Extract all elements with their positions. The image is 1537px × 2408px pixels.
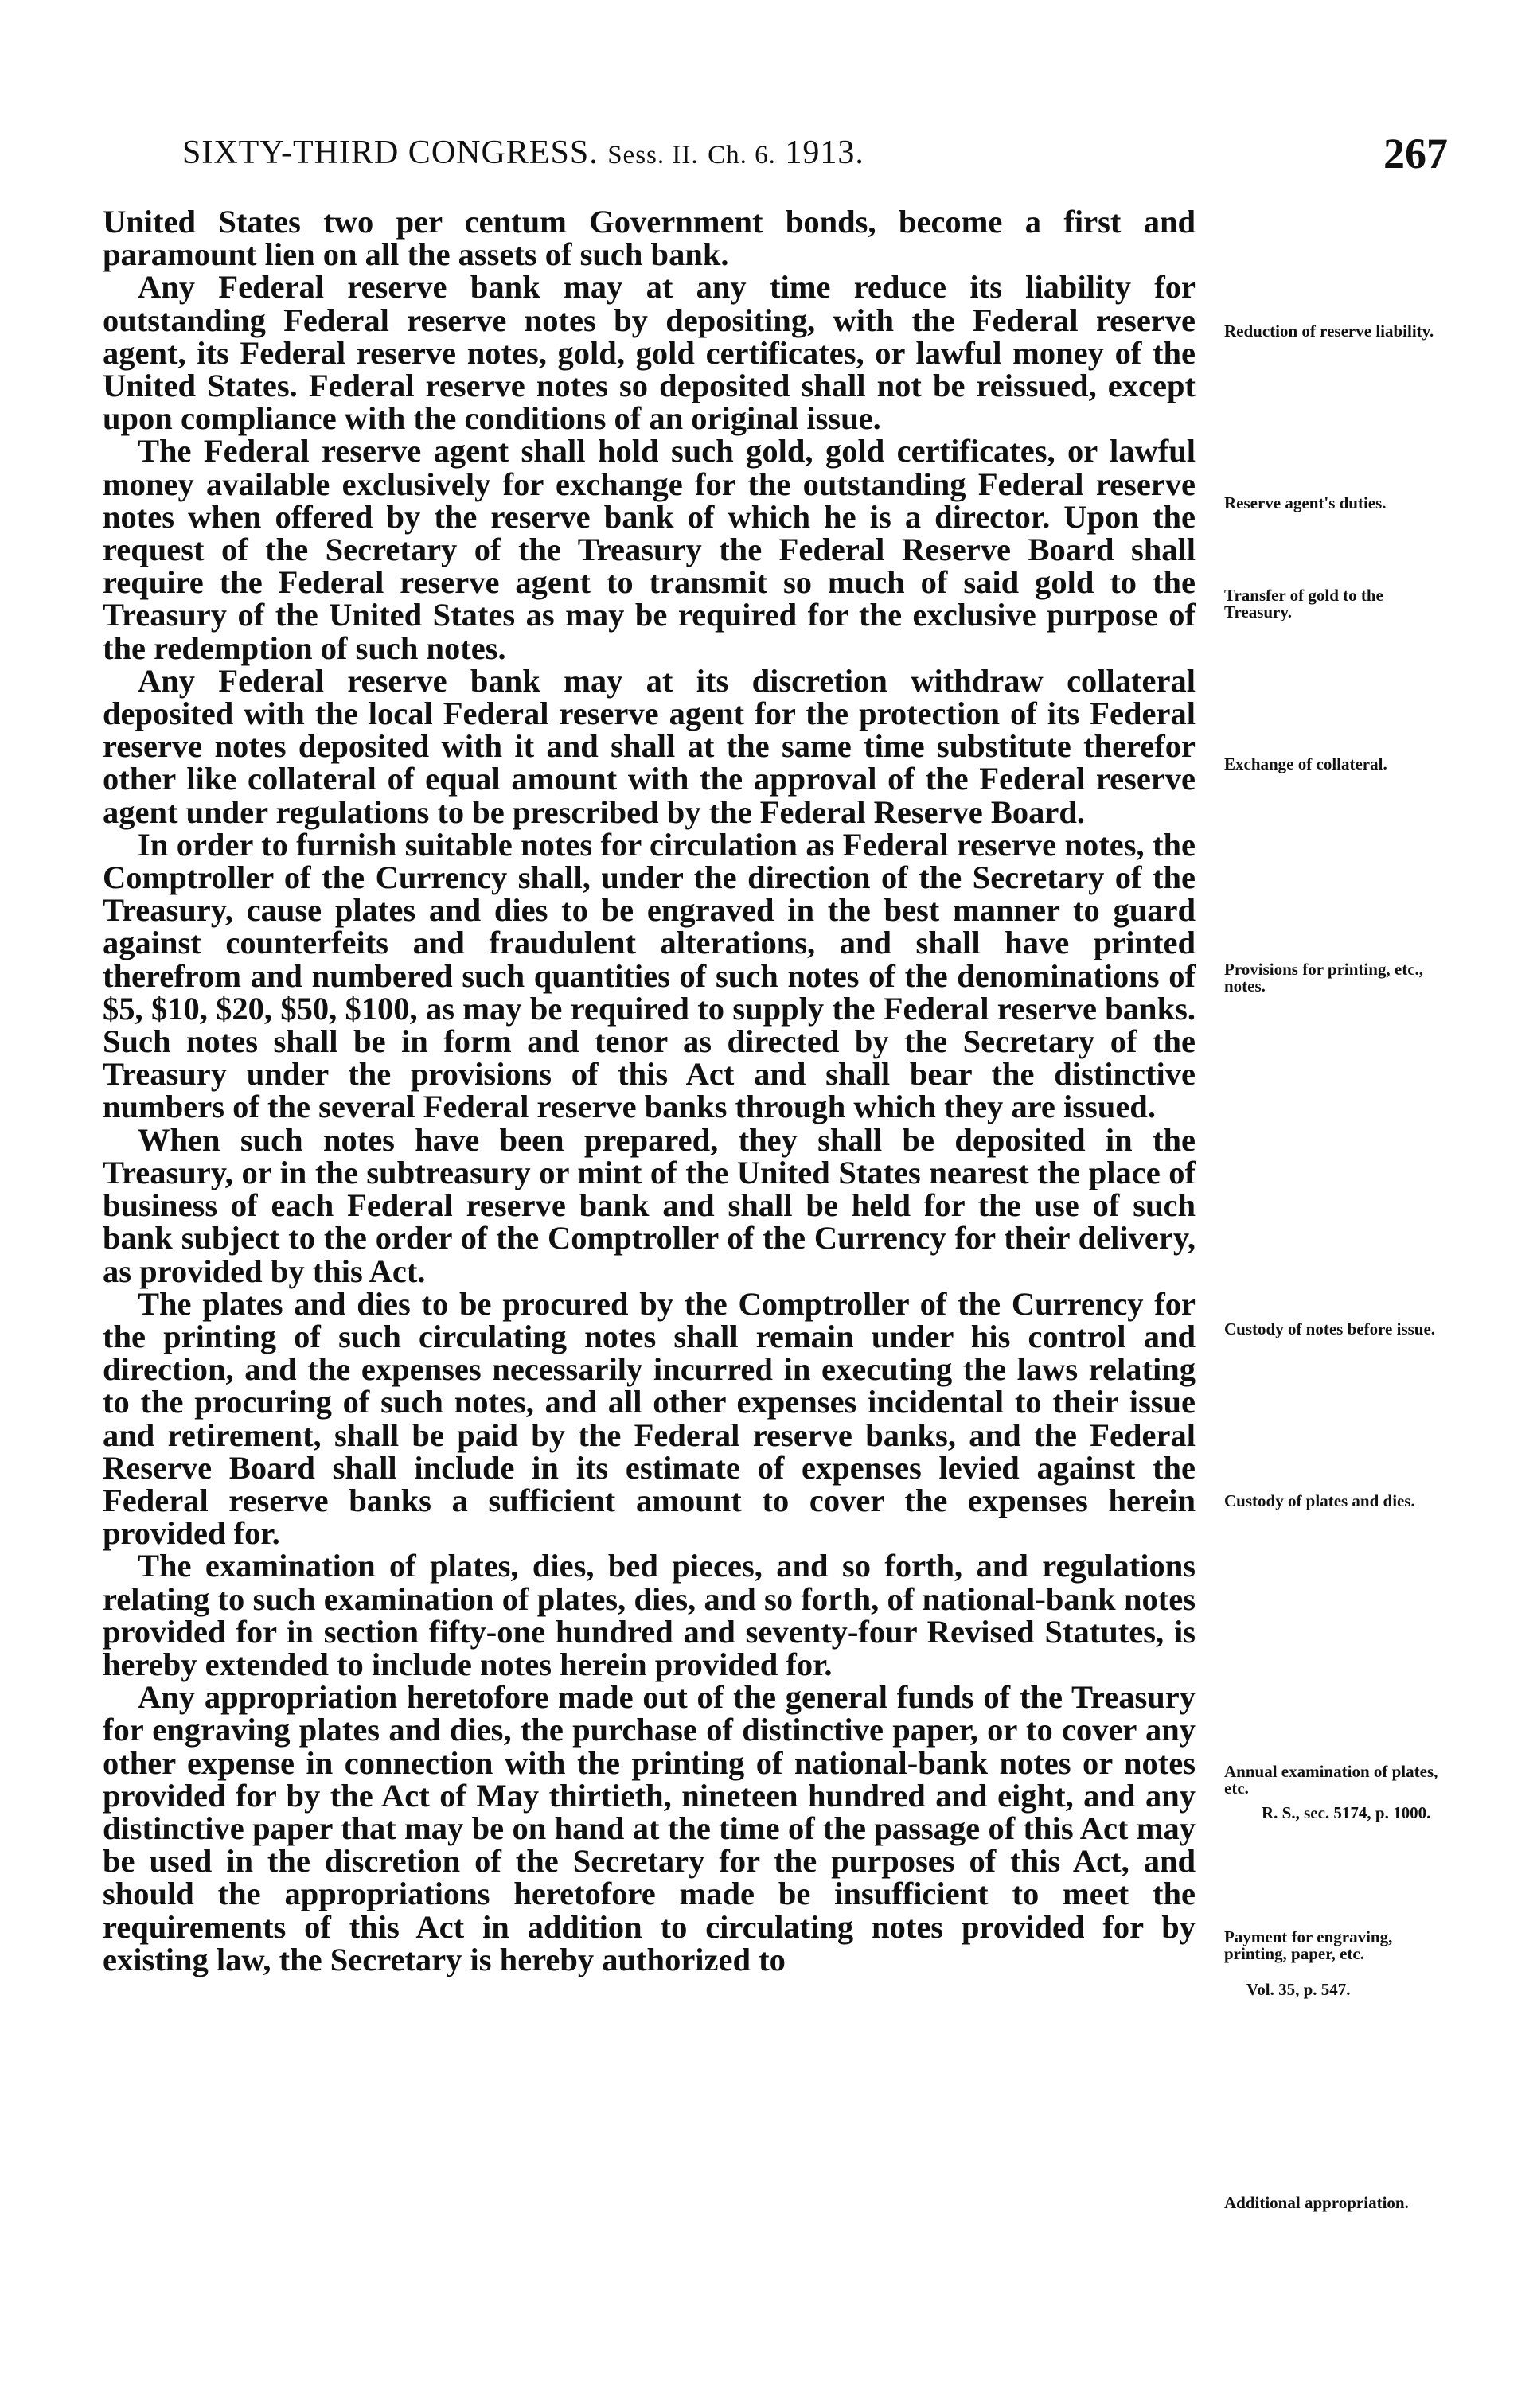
paragraph-examination-plates: The examination of plates, dies, bed pieces, and so forth, and regulations relating to such examination of plates, dies, and so forth, of national-bank notes provided for in section fifty-one hundred and seventy-four Revised Statutes, is hereby extended to include notes herein provided for. bbox=[103, 1548, 1196, 1682]
statute-body bbox=[103, 205, 1196, 1976]
margin-note-printing: Provisions for printing, etc., notes. bbox=[1224, 960, 1424, 996]
margin-note-rs-citation: R. S., sec. 5174, p. 1000. bbox=[1262, 1803, 1431, 1822]
paragraph-custody-notes: When such notes have been prepared, they shall be deposited in the Treasury, or in the subtreasury or mint of the United States nearest the place of business of each Federal reserve bank and shall be held for the use of such bank subject to the order of the Comptroller of the Currency for their delivery, as provided by this Act. bbox=[103, 1121, 1196, 1289]
margin-note-vol-citation: Vol. 35, p. 547. bbox=[1246, 1980, 1351, 1999]
session-label: Sess. II. bbox=[607, 141, 699, 169]
margin-note-agent-duties: Reserve agent's duties. bbox=[1224, 493, 1387, 512]
margin-note-reduction: Reduction of reserve liability. bbox=[1224, 321, 1434, 341]
year-label: 1913. bbox=[785, 134, 864, 171]
chapter-label: Ch. 6. bbox=[708, 141, 776, 169]
paragraph-reduction-liability: Any Federal reserve bank may at any time reduce its liability for outstanding Federal reserve notes by depositing, with the Federal reserve agent, its Federal reserve notes, gold, gold certificates, or lawful money of the United States. Federal reserve notes so deposited shall not be reissued, except upon compliance with the conditions of an original issue. bbox=[103, 269, 1196, 437]
margin-note-examination: Annual examination of plates, etc. bbox=[1224, 1762, 1438, 1798]
congress-title: SIXTY-THIRD CONGRESS. bbox=[182, 134, 599, 171]
margin-note-additional-appropriation: Additional appropriation. bbox=[1224, 2193, 1409, 2212]
margin-note-payment: Payment for engraving, printing, paper, etc. bbox=[1224, 1927, 1393, 1963]
page-number: 267 bbox=[1383, 130, 1448, 177]
margin-note-custody-plates: Custody of plates and dies. bbox=[1224, 1491, 1415, 1510]
paragraph-exchange-collateral: Any Federal reserve bank may at its discretion withdraw collateral deposited with the local Federal reserve agent for the protection of its Federal reserve notes deposited with it and shall at the same time substitute therefor other like collateral of equal amount with the approval of the Federal reserve agent under regulations to be prescribed by the Federal Reserve Board. bbox=[103, 662, 1196, 830]
paragraph-appropriation: Any appropriation heretofore made out of the general funds of the Treasury for engraving plates and dies, the purchase of distinctive paper, or to cover any other expense in connection with the printing of national-bank notes or notes provided for by the Act of May thirtieth, nineteen hundred and eight, and any distinctive paper that may be on hand at the time of the passage of this Act may be used in the discretion of the Secretary for the purposes of this Act, and should the appropriations heretofore made be insufficient to meet the requirements of this Act in addition to circulating notes provided for by existing law, the Secretary is hereby authorized to bbox=[103, 1679, 1196, 1977]
paragraph-custody-plates: The plates and dies to be procured by the Comptroller of the Currency for the printing of such circulating notes shall remain under his control and direction, and the expenses necessarily incurred in executing the laws relating to the procuring of such notes, and all other expenses incidental to their issue and retirement, shall be paid by the Federal reserve banks, and the Federal Reserve Board shall include in its estimate of expenses levied against the Federal reserve banks a sufficient amount to cover the expenses herein provided for. bbox=[103, 1285, 1196, 1552]
paragraph-continuation: United States two per centum Government bonds, become a first and paramount lien on all the assets of such bank. bbox=[103, 204, 1196, 273]
page-header bbox=[103, 130, 1448, 181]
paragraph-agent-duties: The Federal reserve agent shall hold such gold, gold certificates, or lawful money available exclusively for exchange for the outstanding Federal reserve notes when offered by the reserve bank of which he is a director. Upon the request of the Secretary of the Treasury the Federal Reserve Board shall require the Federal reserve agent to transmit so much of said gold to the Treasury of the United States as may be required for the exclusive purpose of the redemption of such notes. bbox=[103, 433, 1196, 666]
margin-note-exchange: Exchange of collateral. bbox=[1224, 754, 1387, 773]
margin-note-custody-notes: Custody of notes before issue. bbox=[1224, 1319, 1436, 1338]
paragraph-printing-notes: In order to furnish suitable notes for circulation as Federal reserve notes, the Comptroller of the Currency shall, under the direction of the Secretary of the Treasury, cause plates and dies to be engraved in the best manner to guard against counterfeits and fraudulent alterations, and shall have printed therefrom and numbered such quantities of such notes of the denominations of $5, $10, $20, $50, $100, as may be required to supply the Federal reserve banks. Such notes shall be in form and tenor as directed by the Secretary of the Treasury under the provisions of this Act and shall bear the distinctive numbers of the several Federal reserve banks through which they are issued. bbox=[103, 826, 1196, 1125]
margin-note-transfer-gold: Transfer of gold to the Treasury. bbox=[1224, 586, 1383, 621]
running-head bbox=[182, 134, 864, 172]
